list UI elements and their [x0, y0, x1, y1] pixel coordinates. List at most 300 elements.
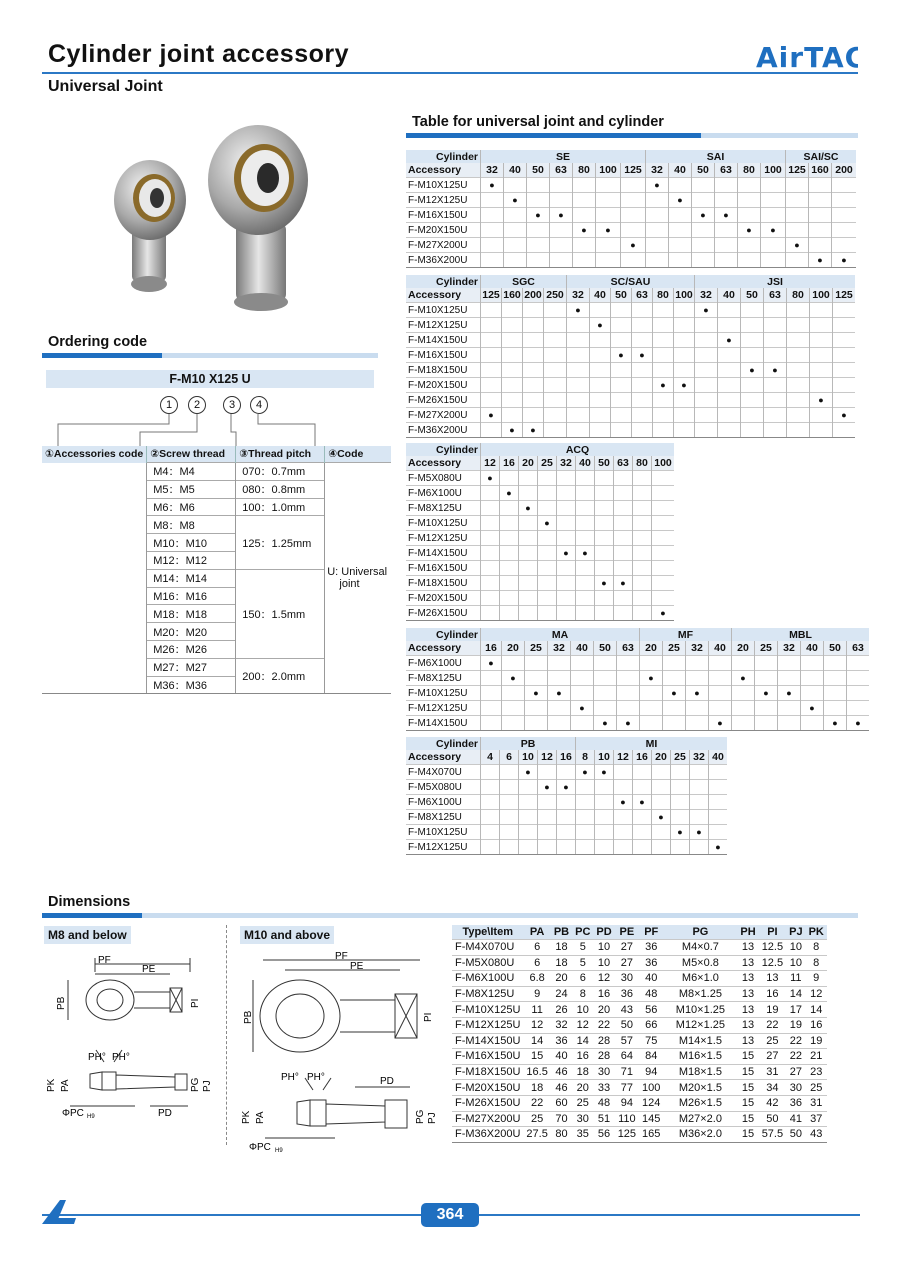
page-title: Cylinder joint accessory: [48, 40, 350, 68]
compat-cell: [567, 408, 590, 423]
compat-cell: [567, 423, 590, 438]
compat-cell-yes: [519, 765, 538, 780]
compat-cell: [573, 193, 596, 208]
compat-cell: [787, 378, 810, 393]
compat-cell: [632, 318, 653, 333]
compat-cell-yes: [519, 501, 538, 516]
compat-cell: [669, 223, 692, 238]
table-row: [406, 333, 855, 348]
ordering-rule: [42, 353, 378, 358]
dim-col-pb: PB: [551, 925, 572, 940]
accessory-code: F-M6X100U: [406, 795, 481, 810]
compat-cell-yes: [525, 686, 548, 701]
table-row: [406, 178, 856, 193]
dim-cell: F-M12X125U: [452, 1017, 523, 1033]
compat-cell: [652, 840, 671, 855]
compat-cell: [500, 576, 519, 591]
compat-cell: [595, 795, 614, 810]
compat-cell: [596, 193, 621, 208]
compat-cell: [809, 208, 832, 223]
compat-cell: [764, 408, 787, 423]
dim-cell: 10: [593, 955, 614, 971]
compat-cell: [523, 318, 544, 333]
table-row: [406, 686, 869, 701]
compat-dot-icon: ●: [832, 717, 838, 728]
dim-cell: 66: [639, 1017, 663, 1033]
accessory-code: F-M16X150U: [406, 348, 481, 363]
compat-dot-icon: ●: [579, 702, 585, 713]
ord-head-pitch: ③Thread pitch: [236, 446, 325, 463]
bore-size: 80: [787, 288, 810, 303]
compat-cell-yes: [669, 193, 692, 208]
compat-cell: [833, 318, 856, 333]
compat-cell: [590, 408, 611, 423]
compat-cell: [595, 840, 614, 855]
bore-size: 32: [778, 641, 801, 656]
table-row: [452, 1111, 827, 1127]
dim-cell: 50: [615, 1017, 639, 1033]
table-row: [406, 765, 727, 780]
compat-cell: [481, 780, 500, 795]
compat-cell: [481, 423, 502, 438]
compat-cell: [633, 765, 652, 780]
compat-cell: [576, 576, 595, 591]
compat-cell: [669, 178, 692, 193]
compat-cell-yes: [809, 253, 832, 268]
bore-size: 50: [594, 641, 617, 656]
compat-cell: [614, 486, 633, 501]
compat-cell: [674, 333, 695, 348]
compat-dot-icon: ●: [488, 409, 494, 420]
compat-cell: [832, 238, 857, 253]
accessory-code: F-M12X125U: [406, 193, 481, 208]
dim-cell: 6: [523, 955, 550, 971]
thread-m12: M12：M12: [147, 551, 236, 569]
corner-accessory: Accessory: [406, 163, 481, 178]
bore-size: 12: [538, 750, 557, 765]
dim-cell: 8: [572, 986, 593, 1002]
compat-cell: [500, 825, 519, 840]
compat-cell: [709, 810, 728, 825]
compat-cell: [504, 238, 527, 253]
accessory-code: F-M5X080U: [406, 471, 481, 486]
dim-cell: 27: [615, 955, 639, 971]
compat-cell: [787, 303, 810, 318]
compat-cell: [755, 716, 778, 731]
compat-cell: [640, 656, 663, 671]
compat-cell: [695, 363, 718, 378]
compat-cell: [481, 606, 500, 621]
dim-cell: 43: [615, 1002, 639, 1018]
compat-cell: [500, 840, 519, 855]
dim-cell: F-M10X125U: [452, 1002, 523, 1018]
compat-cell: [557, 591, 576, 606]
dim-label-ph-small-right: PH°: [112, 1052, 130, 1063]
dim-col-typeitem: Type\Item: [452, 925, 523, 940]
compat-cell: [632, 423, 653, 438]
product-photo: [100, 112, 330, 312]
compat-cell: [652, 531, 675, 546]
bore-size: 32: [695, 288, 718, 303]
dim-cell: 12.5: [759, 940, 786, 956]
compat-cell-yes: [652, 606, 675, 621]
compat-cell: [801, 716, 824, 731]
table-row: [452, 1095, 827, 1111]
bore-size: 12: [614, 750, 633, 765]
compat-cell: [502, 348, 523, 363]
compat-cell: [692, 223, 715, 238]
table-row: [406, 591, 674, 606]
series-sai: SAI: [646, 150, 786, 163]
drawing-large: [235, 950, 445, 1158]
dim-cell: 18: [551, 955, 572, 971]
compat-cell: [633, 501, 652, 516]
table-row: [406, 408, 855, 423]
compat-cell: [810, 303, 833, 318]
airtac-emblem-icon: [40, 1196, 80, 1226]
compat-dot-icon: ●: [671, 687, 677, 698]
bore-size: 32: [548, 641, 571, 656]
compat-cell: [595, 810, 614, 825]
compat-cell: [847, 686, 870, 701]
dim-cell: 10: [593, 940, 614, 956]
compat-cell: [695, 408, 718, 423]
compat-dot-icon: ●: [556, 687, 562, 698]
compat-cell: [810, 333, 833, 348]
table-row: [452, 1049, 827, 1065]
compat-cell: [764, 393, 787, 408]
compat-cell: [787, 348, 810, 363]
compat-cell: [671, 840, 690, 855]
accessory-code: F-M8X125U: [406, 671, 481, 686]
compat-cell: [481, 591, 500, 606]
compat-cell: [481, 716, 502, 731]
compat-cell: [594, 671, 617, 686]
compat-cell: [519, 825, 538, 840]
compat-dot-icon: ●: [544, 781, 550, 792]
compat-cell: [810, 378, 833, 393]
dim-cell: M14×1.5: [663, 1033, 737, 1049]
dim-cell: 20: [572, 1080, 593, 1096]
compat-cell: [567, 378, 590, 393]
bore-size: 200: [524, 289, 542, 301]
compat-cell: [738, 193, 761, 208]
compat-dot-icon: ●: [660, 607, 666, 618]
bore-size: 12: [481, 456, 500, 471]
dim-cell: 125: [615, 1127, 639, 1143]
dim-cell: 12.5: [759, 955, 786, 971]
compat-cell: [481, 825, 500, 840]
compat-cell: [544, 363, 567, 378]
compat-cell-yes: [709, 840, 728, 855]
compat-cell: [632, 363, 653, 378]
compat-cell: [833, 393, 856, 408]
compat-dot-icon: ●: [770, 224, 776, 235]
dim-cell: 15: [523, 1049, 550, 1065]
dim-label-ph-large-right: PH°: [307, 1072, 325, 1083]
accessory-code: F-M20X150U: [406, 591, 481, 606]
compat-cell: [557, 561, 576, 576]
compat-cell: [674, 363, 695, 378]
dim-cell: 43: [806, 1127, 827, 1143]
compat-cell: [614, 810, 633, 825]
compat-cell: [557, 765, 576, 780]
compat-cell: [504, 223, 527, 238]
thread-m5: M5：M5: [147, 480, 236, 498]
dim-cell: 56: [593, 1127, 614, 1143]
table-row: [406, 671, 869, 686]
compat-cell: [611, 408, 632, 423]
compat-cell: [571, 686, 594, 701]
dim-cell: 28: [593, 1049, 614, 1065]
compat-dot-icon: ●: [625, 717, 631, 728]
airtac-logo-graphic: [756, 42, 858, 72]
compat-dot-icon: ●: [794, 239, 800, 250]
compat-cell: [519, 546, 538, 561]
compat-cell: [614, 501, 633, 516]
dim-cell: 11: [786, 971, 805, 987]
compat-cell: [646, 253, 669, 268]
dim-label-pd-small: PD: [158, 1108, 172, 1119]
compat-cell: [567, 393, 590, 408]
compat-cell: [671, 765, 690, 780]
compat-cell: [632, 378, 653, 393]
compat-cell: [741, 303, 764, 318]
table-row: [406, 223, 856, 238]
accessory-code: F-M20X150U: [406, 378, 481, 393]
accessory-code: F-M12X125U: [406, 840, 481, 855]
compat-cell: [801, 671, 824, 686]
compat-cell: [778, 716, 801, 731]
dim-label-pg-large: PG: [415, 1109, 426, 1124]
dim-cell: 19: [786, 1017, 805, 1033]
dim-cell: F-M18X150U: [452, 1064, 523, 1080]
compat-cell-yes: [590, 318, 611, 333]
compat-cell-yes: [833, 408, 856, 423]
dim-cell: 16: [593, 986, 614, 1002]
dimensions-heading: Dimensions: [48, 894, 131, 910]
compat-cell-yes: [481, 408, 502, 423]
compat-cell-yes: [576, 765, 595, 780]
compat-dot-icon: ●: [763, 687, 769, 698]
compat-cell: [502, 686, 525, 701]
compat-cell: [590, 333, 611, 348]
accessory-code: F-M10X125U: [406, 825, 481, 840]
corner-accessory: Accessory: [406, 456, 481, 471]
table-row: [406, 795, 727, 810]
compat-cell: [576, 810, 595, 825]
compat-cell: [709, 765, 728, 780]
table-row: [406, 378, 855, 393]
dim-cell: 19: [759, 1002, 786, 1018]
dim-label-pk-small: PK: [46, 1078, 57, 1092]
dim-cell: 13: [737, 986, 758, 1002]
dim-col-ph: PH: [737, 925, 758, 940]
compat-cell: [633, 780, 652, 795]
dim-cell: 22: [759, 1017, 786, 1033]
compat-cell: [674, 408, 695, 423]
bore-size: 32: [567, 288, 590, 303]
compat-cell-yes: [646, 178, 669, 193]
dim-cell: 16: [759, 986, 786, 1002]
compat-table-5: [406, 737, 727, 855]
compat-cell: [519, 591, 538, 606]
compat-cell: [594, 656, 617, 671]
compat-cell: [519, 471, 538, 486]
compat-cell: [544, 408, 567, 423]
table-row: [406, 546, 674, 561]
dim-cell: 15: [737, 1080, 758, 1096]
dim-cell: 84: [639, 1049, 663, 1065]
dim-cell: 24: [551, 986, 572, 1002]
dim-cell: 15: [737, 1127, 758, 1143]
dim-label-ph-small-left: PH°: [88, 1052, 106, 1063]
dim-cell: 42: [759, 1095, 786, 1111]
compat-cell: [544, 378, 567, 393]
compat-cell: [590, 363, 611, 378]
compat-dot-icon: ●: [489, 179, 495, 190]
compat-cell: [764, 303, 787, 318]
bore-size: 20: [652, 750, 671, 765]
compat-cell-yes: [741, 363, 764, 378]
compat-cell-yes: [674, 378, 695, 393]
dim-label-pi-large: PI: [423, 1012, 434, 1022]
compat-cell: [755, 701, 778, 716]
dim-cell: 14: [806, 1002, 827, 1018]
bore-size: 40: [801, 641, 824, 656]
compat-cell: [571, 671, 594, 686]
compat-cell-yes: [596, 223, 621, 238]
compat-cell: [502, 408, 523, 423]
ord-head-thread: ②Screw thread: [147, 446, 236, 463]
dim-label-pd-large: PD: [380, 1076, 394, 1087]
compat-cell: [481, 378, 502, 393]
table-row: [406, 531, 674, 546]
compat-cell: [538, 501, 557, 516]
compat-cell: [621, 253, 646, 268]
compat-cell: [633, 561, 652, 576]
table-row: [406, 208, 856, 223]
compat-cell: [590, 348, 611, 363]
dim-cell: 50: [759, 1111, 786, 1127]
dim-cell: 5: [572, 940, 593, 956]
compat-cell: [709, 825, 728, 840]
compat-cell: [617, 671, 640, 686]
dim-cell: 10: [572, 1002, 593, 1018]
compat-cell-yes: [576, 546, 595, 561]
compat-cell: [738, 238, 761, 253]
compat-cell: [832, 178, 857, 193]
compat-cell: [614, 840, 633, 855]
table-row: [406, 576, 674, 591]
compat-cell: [652, 501, 675, 516]
thread-m26: M26：M26: [147, 640, 236, 658]
table-row: [406, 516, 674, 531]
compat-cell: [652, 576, 675, 591]
compat-cell: [718, 348, 741, 363]
compat-dot-icon: ●: [772, 364, 778, 375]
dim-cell: 10: [786, 940, 805, 956]
bore-size: 40: [571, 641, 594, 656]
compat-cell: [614, 471, 633, 486]
accessory-code: F-M12X125U: [406, 531, 481, 546]
compat-cell: [611, 318, 632, 333]
dim-cell: 32: [551, 1017, 572, 1033]
compat-dot-icon: ●: [855, 717, 861, 728]
compat-cell: [718, 423, 741, 438]
compat-cell: [481, 516, 500, 531]
dim-cell: 22: [786, 1049, 805, 1065]
compat-cell: [715, 253, 738, 268]
compat-cell: [652, 780, 671, 795]
compat-cell: [652, 591, 675, 606]
series-mi: MI: [576, 737, 728, 750]
compat-cell-yes: [614, 576, 633, 591]
compat-cell-yes: [571, 701, 594, 716]
compat-cell: [786, 253, 809, 268]
label-m8-below: M8 and below: [44, 926, 131, 944]
compat-cell: [671, 795, 690, 810]
title-rule: [42, 72, 858, 74]
compat-dot-icon: ●: [620, 796, 626, 807]
compat-cell: [801, 656, 824, 671]
compat-cell: [614, 765, 633, 780]
bore-size: 20: [502, 641, 525, 656]
dim-cell: 8: [806, 955, 827, 971]
dim-cell: 71: [615, 1064, 639, 1080]
accessory-code: F-M18X150U: [406, 576, 481, 591]
compat-cell: [646, 238, 669, 253]
dim-cell: F-M36X200U: [452, 1127, 523, 1143]
dim-label-pe-large: PE: [350, 961, 364, 972]
compat-cell: [653, 318, 674, 333]
compat-cell-yes: [611, 348, 632, 363]
compat-dot-icon: ●: [582, 547, 588, 558]
compat-cell: [519, 606, 538, 621]
ord-head-code: ④Code: [325, 446, 392, 463]
table-row: [406, 810, 727, 825]
compat-cell: [715, 238, 738, 253]
compat-cell: [500, 531, 519, 546]
dim-cell: 27: [786, 1064, 805, 1080]
compat-cell: [595, 606, 614, 621]
drawing-small: [40, 950, 220, 1120]
compat-cell-yes: [663, 686, 686, 701]
compat-cell: [504, 253, 527, 268]
compat-cell: [709, 780, 728, 795]
ordering-table: [42, 446, 391, 694]
compat-cell-yes: [481, 178, 504, 193]
dim-cell: 15: [737, 1095, 758, 1111]
table-row: [406, 501, 674, 516]
table-row: [452, 1064, 827, 1080]
dim-cell: 145: [639, 1111, 663, 1127]
compat-cell: [538, 606, 557, 621]
compat-cell: [741, 348, 764, 363]
compat-cell: [590, 423, 611, 438]
compat-cell: [567, 363, 590, 378]
compat-cell: [786, 223, 809, 238]
compat-cell: [640, 701, 663, 716]
dim-cell: M26×1.5: [663, 1095, 737, 1111]
dim-cell: 36: [615, 986, 639, 1002]
compat-cell: [481, 208, 504, 223]
compat-cell: [633, 546, 652, 561]
compat-cell: [576, 840, 595, 855]
compat-cell: [764, 333, 787, 348]
compat-cell: [548, 671, 571, 686]
accessory-code: F-M6X100U: [406, 486, 481, 501]
